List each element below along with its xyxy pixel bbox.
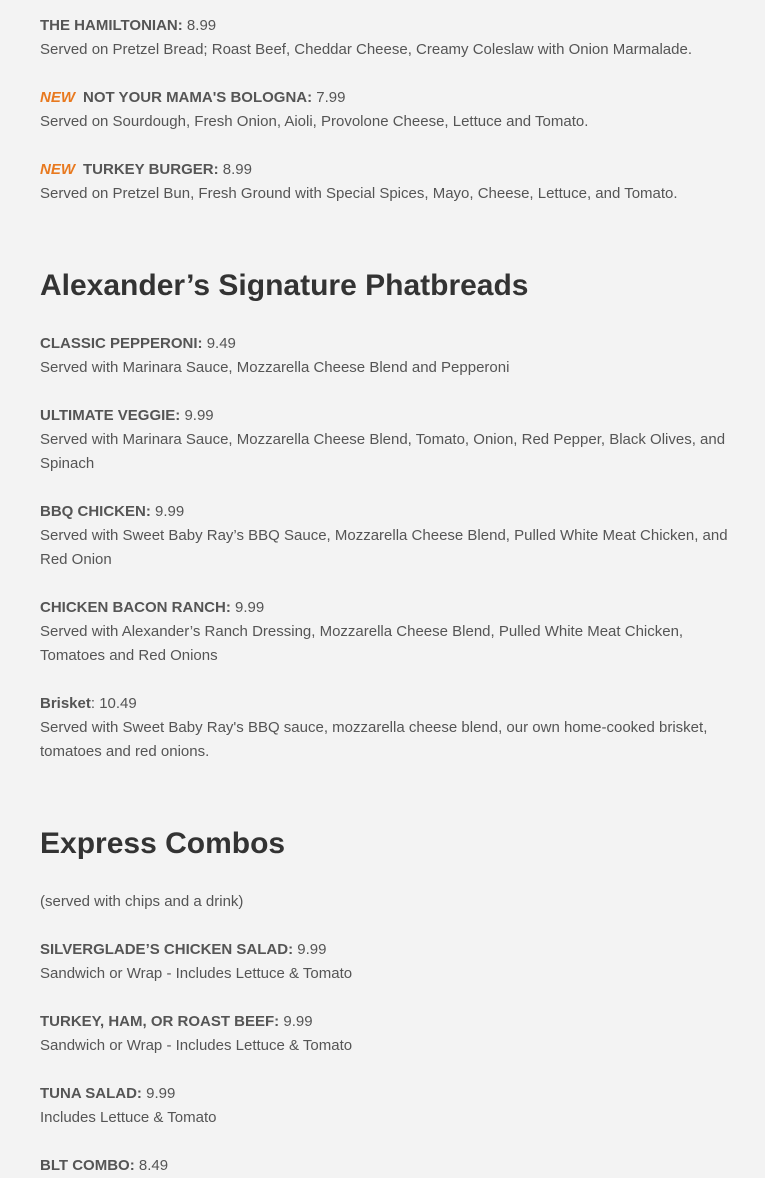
item-name: TUNA SALAD: <box>40 1085 142 1102</box>
item-price: : 10.49 <box>90 695 137 712</box>
item-name: CLASSIC PEPPERONI: <box>40 335 203 352</box>
menu-item-blt-combo <box>40 1154 731 1178</box>
menu-item-hamiltonian <box>40 14 731 62</box>
menu-item-turkey-ham-roast-beef <box>40 1010 731 1058</box>
item-price: 9.49 <box>202 335 236 352</box>
item-name: THE HAMILTONIAN: <box>40 17 183 34</box>
item-name: TURKEY BURGER: <box>83 161 219 178</box>
item-description: Served with Marinara Sauce, Mozzarella Cheese Blend and Pepperoni <box>40 359 510 376</box>
item-name: ULTIMATE VEGGIE: <box>40 407 181 424</box>
item-price: 7.99 <box>312 89 346 106</box>
item-title-line <box>40 14 731 38</box>
item-description: Served with Marinara Sauce, Mozzarella Cheese Blend, Tomato, Onion, Red Pepper, Black Olives, and Spinach <box>40 431 726 472</box>
item-description: Served with Alexander’s Ranch Dressing, Mozzarella Cheese Blend, Pulled White Meat Chicken, Tomatoes and Red Onions <box>40 623 684 664</box>
item-name: Brisket <box>40 695 91 712</box>
item-description: Includes Lettuce & Tomato <box>40 1109 217 1126</box>
item-description: Served on Sourdough, Fresh Onion, Aioli, Provolone Cheese, Lettuce and Tomato. <box>40 113 589 130</box>
new-badge: NEW <box>40 89 75 106</box>
menu-item-bologna <box>40 86 731 134</box>
item-name: CHICKEN BACON RANCH: <box>40 599 231 616</box>
item-description: Served with Sweet Baby Ray's BBQ sauce, mozzarella cheese blend, our own home-cooked brisket, tomatoes and red onions. <box>40 719 708 760</box>
item-title-line <box>40 1082 731 1106</box>
section-heading-phatbreads: Alexander’s Signature Phatbreads <box>40 269 529 302</box>
item-description: Served on Pretzel Bun, Fresh Ground with Special Spices, Mayo, Cheese, Lettuce, and Tomato. <box>40 185 678 202</box>
item-title-line <box>40 158 731 182</box>
section-heading-combos: Express Combos <box>40 827 286 860</box>
item-price: 9.99 <box>141 1085 176 1102</box>
item-name: NOT YOUR MAMA'S BOLOGNA: <box>83 89 313 106</box>
item-description: Sandwich or Wrap - Includes Lettuce & Tomato <box>40 965 353 982</box>
item-name: TURKEY, HAM, OR ROAST BEEF: <box>40 1013 280 1030</box>
item-title-line <box>40 404 731 428</box>
combos-note: (served with chips and a drink) <box>40 893 244 910</box>
item-title-line <box>40 938 731 962</box>
item-price: 9.99 <box>180 407 214 424</box>
menu-item-turkey-burger <box>40 158 731 206</box>
item-name: SILVERGLADE’S CHICKEN SALAD: <box>40 941 294 958</box>
menu-item-ultimate-veggie <box>40 404 731 476</box>
item-description: Sandwich or Wrap - Includes Lettuce & Tomato <box>40 1037 353 1054</box>
menu-item-tuna-salad <box>40 1082 731 1130</box>
menu-item-chicken-salad <box>40 938 731 986</box>
menu-item-chicken-bacon-ranch <box>40 596 731 668</box>
item-title-line <box>40 1010 731 1034</box>
menu-item-classic-pepperoni <box>40 332 731 380</box>
item-price: 9.99 <box>293 941 327 958</box>
item-name: BBQ CHICKEN: <box>40 503 151 520</box>
item-description: Served on Pretzel Bread; Roast Beef, Cheddar Cheese, Creamy Coleslaw with Onion Marmalade. <box>40 41 692 58</box>
item-name: BLT COMBO: <box>40 1157 135 1174</box>
item-price: 8.49 <box>134 1157 169 1174</box>
item-price: 9.99 <box>230 599 265 616</box>
item-price: 8.99 <box>218 161 252 178</box>
new-badge: NEW <box>40 161 75 178</box>
item-title-line <box>40 596 731 620</box>
item-title-line <box>40 86 731 110</box>
item-title-line <box>40 692 731 716</box>
item-price: 9.99 <box>279 1013 313 1030</box>
menu-item-bbq-chicken <box>40 500 731 572</box>
item-title-line <box>40 500 731 524</box>
item-title-line <box>40 332 731 356</box>
item-price: 9.99 <box>150 503 185 520</box>
item-description: Served with Sweet Baby Ray’s BBQ Sauce, Mozzarella Cheese Blend, Pulled White Meat Chicken, and Red Onion <box>40 527 728 568</box>
item-title-line <box>40 1154 731 1178</box>
item-price: 8.99 <box>182 17 217 34</box>
menu-item-brisket <box>40 692 731 764</box>
